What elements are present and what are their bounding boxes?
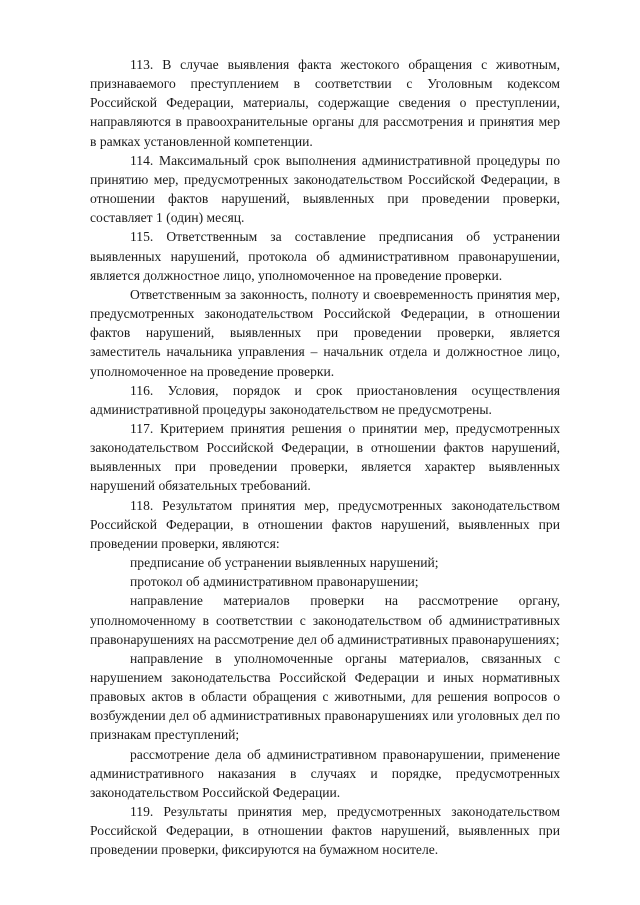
paragraph-114: 114. Максимальный срок выполнения административной процедуры по принятию мер, предусмотренных законодательством Российской Федерации, в отношении фактов нарушений, выявленных при проведении проверки, составляет 1 (один) месяц. [90, 152, 560, 226]
list-item-referral-authorities: направление в уполномоченные органы материалов, связанных с нарушением законодательства Российской Федерации и иных нормативных правовых актов в области обращения с животными, для решения вопросов о возбуждении дел об административных правонарушениях или уголовных дел по признакам преступлений; [90, 650, 560, 743]
paragraph-115-responsibility: Ответственным за законность, полноту и своевременность принятия мер, предусмотренных законодательством Российской Федерации, в отношении фактов нарушений, выявленных при проведении проверки, является заместитель начальника управления – начальник отдела и должностное лицо, уполномоченное на проведение проверки. [90, 286, 560, 379]
paragraph-118: 118. Результатом принятия мер, предусмотренных законодательством Российской Федерации, в отношении фактов нарушений, выявленных при проведении проверки, являются: [90, 497, 560, 551]
list-item-protocol: протокол об административном правонарушении; [130, 574, 419, 590]
list-item-order: предписание об устранении выявленных нарушений; [130, 555, 439, 571]
list-item-case-review: рассмотрение дела об административном правонарушении, применение административного наказания в случаях и порядке, предусмотренных законодательством Российской Федерации. [90, 746, 560, 800]
document-body [90, 55, 560, 860]
paragraph-115: 115. Ответственным за составление предписания об устранении выявленных нарушений, протокола об административном правонарушении, является должностное лицо, уполномоченное на проведение проверки. [90, 229, 560, 283]
paragraph-116: 116. Условия, порядок и срок приостановления осуществления административной процедуры законодательством не предусмотрены. [90, 382, 560, 417]
paragraph-113: 113. В случае выявления факта жестокого обращения с животным, признаваемого преступлением в соответствии с Уголовным кодексом Российской Федерации, материалы, содержащие сведения о преступлении, направляются в правоохранительные органы для рассмотрения и принятия мер в рамках установленной компетенции. [90, 57, 560, 149]
paragraph-117: 117. Критерием принятия решения о принятии мер, предусмотренных законодательством Российской Федерации, в отношении фактов нарушений, выявленных при проведении проверки, является характер выявленных нарушений обязательных требований. [90, 420, 560, 494]
paragraph-119: 119. Результаты принятия мер, предусмотренных законодательством Российской Федерации, в отношении фактов нарушений, выявленных при проведении проверки, фиксируются на бумажном носителе. [90, 804, 560, 858]
list-item-referral-materials: направление материалов проверки на рассмотрение органу, уполномоченному в соответствии с законодательством об административных правонарушениях на рассмотрение дел об административных правонарушениях; [90, 593, 560, 647]
